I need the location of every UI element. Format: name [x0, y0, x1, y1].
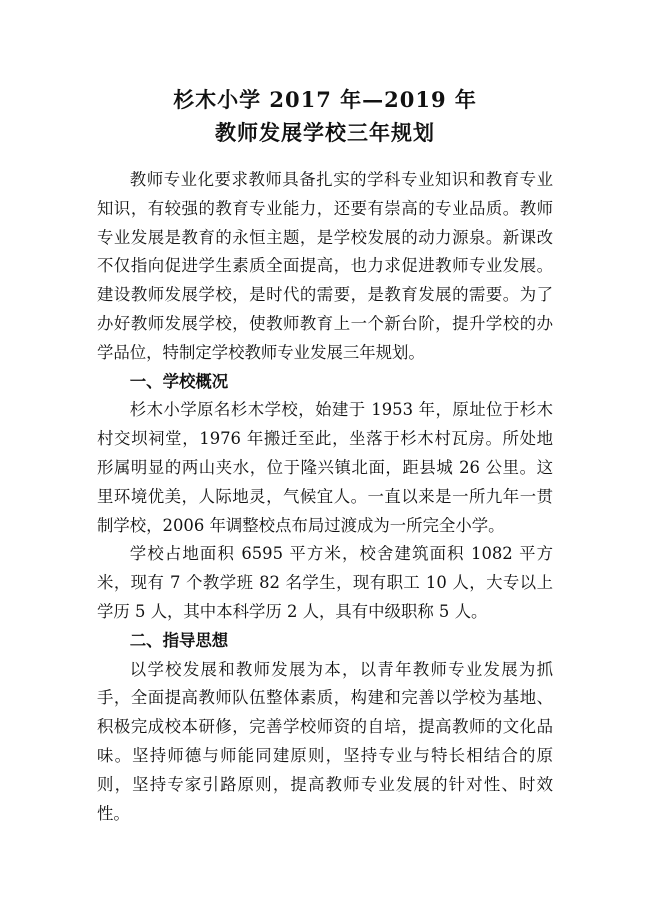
document-body — [97, 166, 553, 828]
intro-paragraph: 教师专业化要求教师具备扎实的学科专业知识和教育专业知识，有较强的教育专业能力，还要有崇高的专业品质。教师专业发展是教育的永恒主题，是学校发展的动力源泉。新课改不仅指向促进学生素质全面提高，也力求促进教师专业发展。建设教师发展学校，是时代的需要，是教育发展的需要。为了办好教师发展学校，使教师教育上一个新台阶，提升学校的办学品位，特制定学校教师专业发展三年规划。 — [97, 170, 553, 362]
school-overview-paragraph-1: 杉木小学原名杉木学校，始建于 1953 年，原址位于杉木村交坝祠堂，1976 年搬迁至此，坐落于杉木村瓦房。所处地形属明显的两山夹水，位于隆兴镇北面，距县城 26 公里。这里环境优美，人际地灵，气候宜人。一直以来是一所九年一贯制学校，2006 年调整校点布局过渡成为一所完全小学。 — [97, 400, 553, 535]
school-overview-paragraph-2: 学校占地面积 6595 平方米，校舍建筑面积 1082 平方米，现有 7 个教学班 82 名学生，现有职工 10 人，大专以上学历 5 人，其中本科学历 2 人，具有中级职称 5 人。 — [97, 544, 553, 621]
document-subtitle: 教师发展学校三年规划 — [215, 120, 435, 145]
section-heading-school-overview: 一、学校概况 — [129, 371, 229, 391]
section-heading-guiding-principle: 二、指导思想 — [129, 630, 229, 650]
document-title: 杉木小学 2017 年—2019 年 — [173, 87, 477, 112]
guiding-principle-paragraph: 以学校发展和教师发展为本，以青年教师专业发展为抓手，全面提高教师队伍整体素质，构建和完善以学校为基地、积极完成校本研修，完善学校师资的自培，提高教师的文化品味。坚持师德与师能同建原则，坚持专业与特长相结合的原则，坚持专家引路原则，提高教师专业发展的针对性、时效性。 — [97, 659, 553, 823]
